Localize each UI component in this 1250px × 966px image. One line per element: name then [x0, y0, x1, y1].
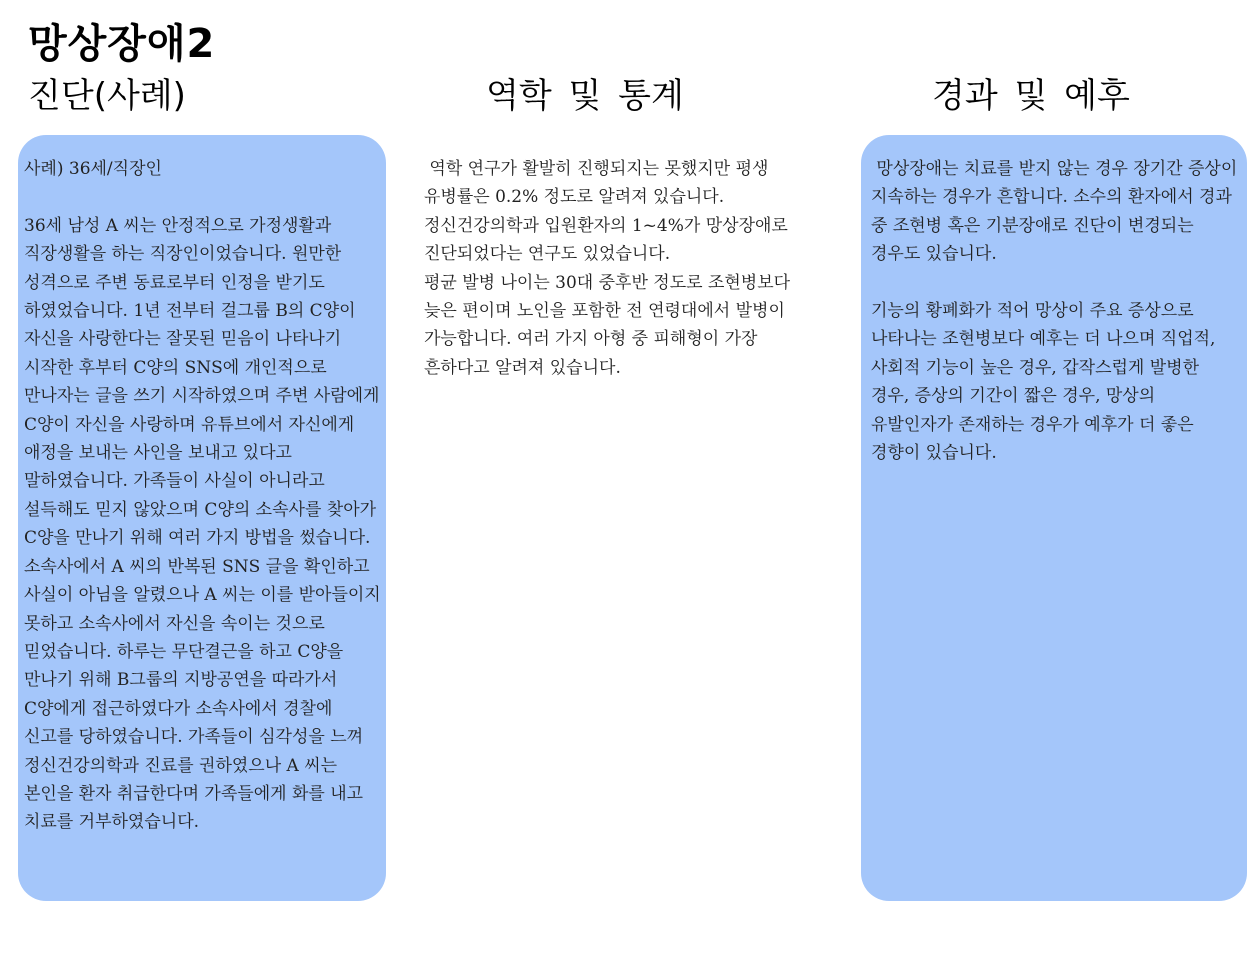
- diagnosis-heading: 진단(사례): [28, 76, 186, 116]
- case-description: 36세 남성 A 씨는 안정적으로 가정생활과 직장생활을 하는 직장인이었습니다. 원만한 성격으로 주변 동료로부터 인정을 받기도 하였었습니다. 1년 전부터 걸그룹 B의 C양이 자신을 사랑한다는 잘못된 믿음이 나타나기 시작한 후부터 C양의 SNS에 개인적으로 만나자는 글을 쓰기 시작하였으며 주변 사람에게 C양이 자신을 사랑하며 유튜브에서 자신에게 애정을 보내는 사인을 보내고 있다고 말하였습니다. 가족들이 사실이 아니라고 설득해도 믿지 않았으며 C양의 소속사를 찾아가 C양을 만나기 위해 여러 가지 방법을 썼습니다. 소속사에서 A 씨의 반복된 SNS 글을 확인하고 사실이 아님을 알렸으나 A 씨는 이를 받아들이지 못하고 소속사에서 자신을 속이는 것으로 믿었습니다. 하루는 무단결근을 하고 C양을 만나기 위해 B그룹의 지방공연을 따라가서 C양에게 접근하였다가 소속사에서 경찰에 신고를 당하였습니다. 가족들이 심각성을 느껴 정신건강의학과 진료를 권하였으나 A 씨는 본인을 환자 취급한다며 가족들에게 화를 내고 치료를 거부하였습니다.: [24, 215, 387, 833]
- epidemiology-heading: 역학 및 통계: [486, 76, 684, 116]
- epidemiology-text: 역학 연구가 활발히 진행되지는 못했지만 평생 유병률은 0.2% 정도로 알려져 있습니다. 정신건강의학과 입원환자의 1~4%가 망상장애로 진단되었다는 연구도 있었습니다. 평균 발병 나이는 30대 중후반 정도로 조현병보다 늦은 편이며 노인을 포함한 전 연령대에서 발병이 가능합니다. 여러 가지 아형 중 피해형이 가장 흔하다고 알려져 있습니다.: [424, 159, 791, 378]
- epidemiology-panel: [418, 135, 818, 435]
- prognosis-text: 망상장애는 치료를 받지 않는 경우 장기간 증상이 지속하는 경우가 흔합니다. 소수의 환자에서 경과 중 조현병 혹은 기분장애로 진단이 변경되는 경우도 있습니다. 기능의 황폐화가 적어 망상이 주요 증상으로 나타나는 조현병보다 예후는 더 나으며 직업적, 사회적 기능이 높은 경우, 갑작스럽게 발병한 경우, 증상의 기간이 짧은 경우, 망상의 유발인자가 존재하는 경우가 예후가 더 좋은 경향이 있습니다.: [871, 159, 1238, 464]
- page-title: 망상장애2: [28, 21, 216, 67]
- case-blank-line: [24, 183, 382, 211]
- prognosis-panel: [861, 135, 1247, 901]
- case-panel: [18, 135, 386, 901]
- prognosis-heading: 경과 및 예후: [932, 76, 1130, 116]
- case-header: 사례) 36세/직장인: [24, 159, 162, 179]
